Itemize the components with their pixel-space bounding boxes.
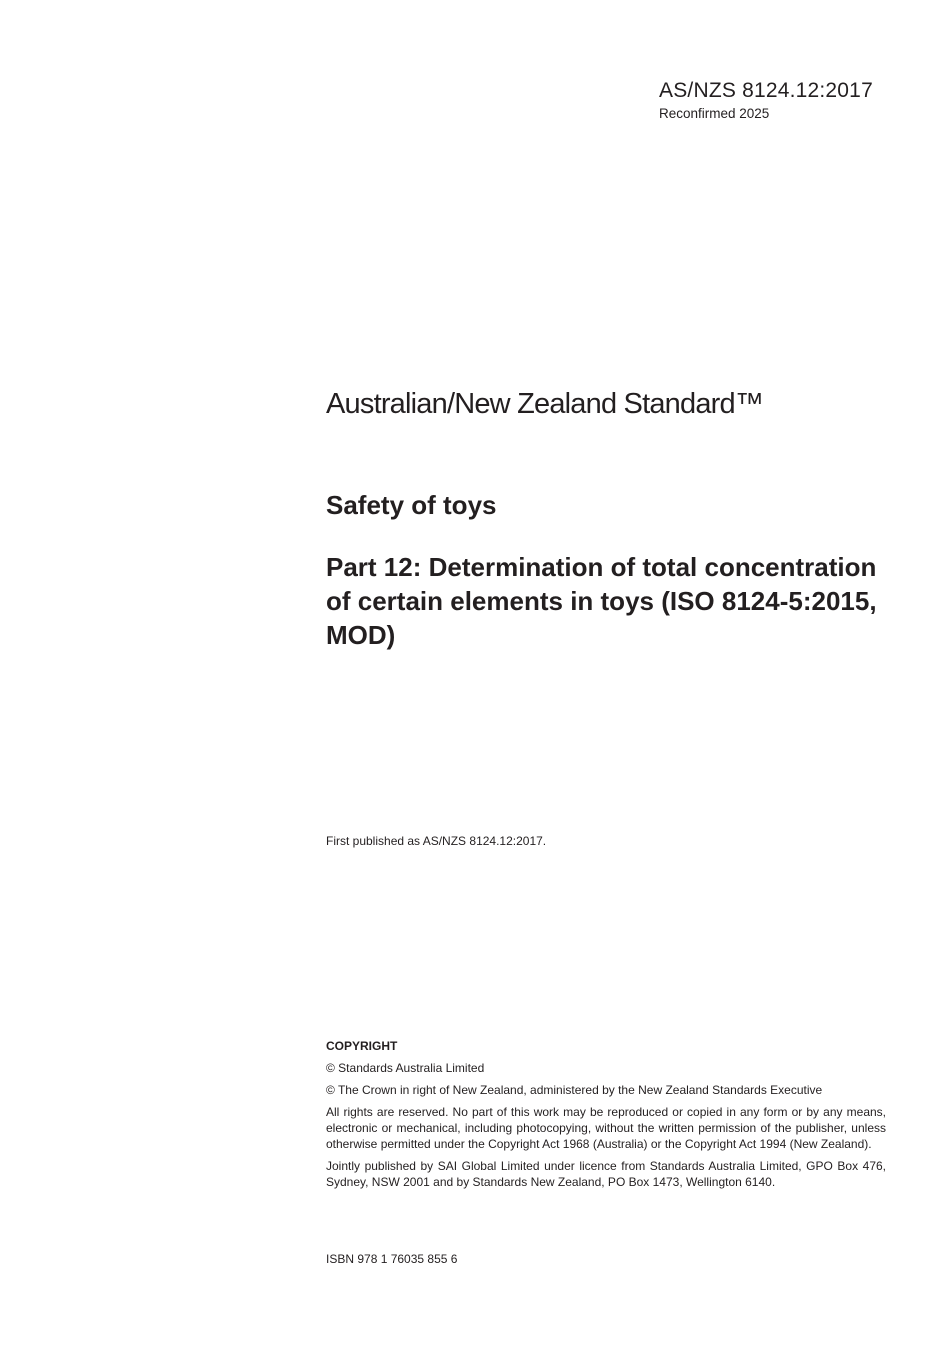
copyright-block xyxy=(326,1038,886,1196)
copyright-holder-au: © Standards Australia Limited xyxy=(326,1061,485,1075)
copyright-holder-nz: © The Crown in right of New Zealand, administered by the New Zealand Standards Executive xyxy=(326,1083,823,1097)
document-title: Safety of toys xyxy=(326,490,497,520)
isbn: ISBN 978 1 76035 855 6 xyxy=(326,1252,458,1266)
standard-number: AS/NZS 8124.12:2017 xyxy=(659,79,873,102)
copyright-heading: COPYRIGHT xyxy=(326,1039,398,1053)
series-title: Australian/New Zealand Standard™ xyxy=(326,388,764,420)
part-title: Part 12: Determination of total concentration of certain elements in toys (ISO 8124-5:2015, MOD) xyxy=(326,552,877,650)
rights-statement: All rights are reserved. No part of this work may be reproduced or copied in any form or by any means, electronic or mechanical, including photocopying, without the written permission of the publisher, unless otherwise permitted under the Copyright Act 1968 (Australia) or the Copyright Act 1994 (New Zealand). xyxy=(326,1105,886,1151)
publisher-statement: Jointly published by SAI Global Limited under licence from Standards Australia Limited, GPO Box 476, Sydney, NSW 2001 and by Standards New Zealand, PO Box 1473, Wellington 6140. xyxy=(326,1159,886,1189)
reconfirmed-status: Reconfirmed 2025 xyxy=(659,106,770,121)
first-published-note: First published as AS/NZS 8124.12:2017. xyxy=(326,834,547,848)
